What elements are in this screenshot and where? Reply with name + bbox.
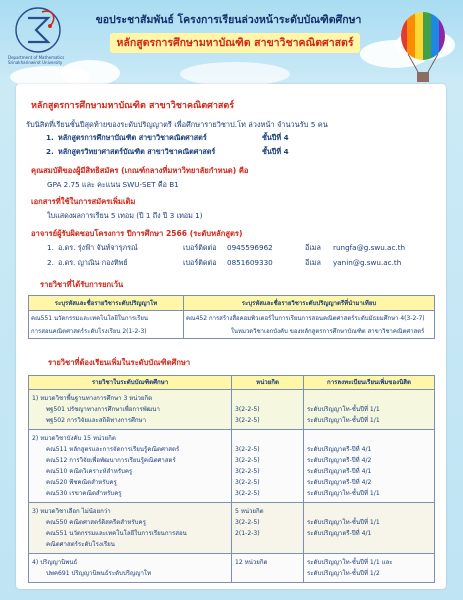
course-cell <box>29 390 232 430</box>
credit-cell <box>232 503 304 554</box>
credit-line: 3(2-2-5) <box>235 457 260 464</box>
registration-line: ระดับปริญญาโท-ชั้นปีที่ 1/1 <box>307 406 380 413</box>
credit-line: 5 หน่วยกิต <box>235 508 264 515</box>
registration-line: ระดับปริญญาโท-ชั้นปีที่ 1/2 <box>307 570 380 577</box>
advisor-email[interactable]: rungfa@g.swu.ac.th <box>333 243 406 252</box>
registration-line: ระดับปริญญาโท-ชั้นปีที่ 1/1 และ <box>307 559 393 566</box>
course-line: คณ512 การวิจัยเพื่อพัฒนาการเรียนรู้คณิตศาสตร์ <box>46 457 176 464</box>
cell-line: คณ551 นวัตกรรมและเทคโนโลยีในการเรียน <box>31 315 149 322</box>
table-row <box>29 430 435 503</box>
course-line: 2) หมวดวิชาบังคับ 15 หน่วยกิต <box>32 435 116 442</box>
course-line: พฐ502 การวิจัยและสถิติทางการศึกษา <box>46 417 146 424</box>
advisor-phone: 0851609330 <box>227 258 273 267</box>
advisor-phone-label: เบอร์ติดต่อ <box>183 243 217 252</box>
advisor-name: อ.ดร. ญาณิน กองทิพย์ <box>58 258 128 267</box>
table-header-cell: ระบุรหัสและชื่อรายวิชาระดับปริญญาตรีที่นำมาเทียบ <box>184 296 435 311</box>
program-item-text: หลักสูตรวิทยาศาสตร์บัณฑิต สาขาวิชาคณิตศาสตร์ <box>58 147 216 156</box>
credit-line: 3(2-2-5) <box>235 446 260 453</box>
registration-line <box>307 433 431 444</box>
extra-courses-table <box>28 375 435 583</box>
course-line: 4) ปริญญานิพนธ์ <box>32 559 78 566</box>
advisor-num: 1. <box>47 243 54 252</box>
registration-line: ระดับปริญญาตรี-ปีที่ 4/2 <box>307 457 372 464</box>
credit-line <box>235 433 300 444</box>
qualification-title: คุณสมบัติของผู้มีสิทธิสมัคร (เกณฑ์กลางที่มหาวิทยาลัยกำหนด) คือ <box>31 166 249 175</box>
table-row <box>29 390 435 430</box>
credit-cell <box>232 554 304 583</box>
course-line: คณ510 คณิตวิเคราะห์สำหรับครู <box>46 468 133 475</box>
credit-cell <box>232 430 304 503</box>
table-row <box>29 311 435 339</box>
course-cell <box>29 554 232 583</box>
advisor-phone: 0945596962 <box>227 243 273 252</box>
exempt-table <box>28 295 435 339</box>
documents-title: เอกสารที่ใช้ในการสมัครเพิ่มเติม <box>31 197 136 206</box>
cell-line: ในหมวดวิชาเอกบังคับ ของหลักสูตรการศึกษาบัณฑิต สาขาวิชาคณิตศาสตร์ <box>231 328 425 335</box>
qualification-text: GPA 2.75 และ คะแนน SWU-SET คือ B1 <box>47 180 179 189</box>
registration-line: ระดับปริญญาตรี-ปีที่ 4/1 <box>307 530 372 537</box>
department-logo-icon <box>12 4 64 56</box>
credit-line: 12 หน่วยกิต <box>235 559 268 566</box>
credit-line: 3(2-2-5) <box>235 490 260 497</box>
credit-line <box>235 539 300 550</box>
advisors-title: อาจารย์ผู้รับผิดชอบโครงการ ปีการศึกษา 2566 (ระดับหลักสูตร) <box>31 229 243 238</box>
cell-line: คณ452 การสร้างสื่อคอมพิวเตอร์ในการเรียนการสอนคณิตศาสตร์ระดับมัธยมศึกษา 4(3-2-7) <box>186 315 425 322</box>
advisor-email-label: อีเมล <box>305 258 321 267</box>
registration-line <box>307 393 431 404</box>
advisor-phone-label: เบอร์ติดต่อ <box>183 258 217 267</box>
credit-line: 3(2-2-5) <box>235 468 260 475</box>
table-row <box>29 503 435 554</box>
extra-title: รายวิชาที่ต้องเรียนเพิ่มในระดับบัณฑิตศึกษา <box>48 358 191 367</box>
registration-cell <box>304 430 435 503</box>
course-line: พฐ501 ปรัชญาทางการศึกษาเพื่อการพัฒนา <box>46 406 160 413</box>
credit-line <box>235 393 300 404</box>
registration-cell <box>304 503 435 554</box>
advisor-name: อ.ดร. รุ่งฟ้า จันท์จารุภรณ์ <box>58 243 138 252</box>
program-intro: รับนิสิตที่เรียนชั้นปีสุดท้ายของระดับปริญญาตรี เพื่อศึกษารายวิชาป.โท ล่วงหน้า จำนวนรับ 5 คน <box>26 120 328 129</box>
program-item-year: ชั้นปีที่ 4 <box>262 133 289 142</box>
course-line: คณ520 พีชคณิตสำหรับครู <box>46 479 117 486</box>
registration-line: ระดับปริญญาตรี-ปีที่ 4/2 <box>307 479 372 486</box>
course-line: ปพค691 ปริญญานิพนธ์ระดับปริญญาโท <box>46 570 152 577</box>
credit-line: 3(2-2-5) <box>235 417 260 424</box>
table-cell <box>29 311 184 339</box>
registration-line <box>307 506 431 517</box>
program-item-year: ชั้นปีที่ 4 <box>262 147 289 156</box>
credit-line <box>235 568 300 579</box>
header-title: ขอประชาสัมพันธ์ โครงการเรียนล่วงหน้าระดับบัณฑิตศึกษา <box>95 14 362 26</box>
logo-caption: Department of Mathematics Srinakharinwirot University <box>8 55 65 65</box>
table-header-cell: ระบุรหัสและชื่อรายวิชาระดับปริญญาโท <box>29 296 184 311</box>
course-line: คณิตศาสตร์ระดับโรงเรียน <box>46 541 115 548</box>
advisor-email-label: อีเมล <box>305 243 321 252</box>
course-cell <box>29 503 232 554</box>
documents-text: ใบแสดงผลการเรียน 5 เทอม (ปี 1 ถึง ปี 3 เทอม 1) <box>47 211 203 220</box>
registration-line: ระดับปริญญาโท-ชั้นปีที่ 1/1 <box>307 490 380 497</box>
table-header-row <box>29 296 435 311</box>
table-header-row <box>29 376 435 390</box>
credit-line: 2(1-2-3) <box>235 530 260 537</box>
table-header-cell: รายวิชาในระดับบัณฑิตศึกษา <box>29 376 232 390</box>
program-item-text: หลักสูตรการศึกษาบัณฑิต สาขาวิชาคณิตศาสตร์ <box>58 133 207 142</box>
program-item-num: 2. <box>46 147 54 156</box>
registration-cell <box>304 390 435 430</box>
credit-line: 3(2-2-5) <box>235 519 260 526</box>
registration-line: ระดับปริญญาโท-ชั้นปีที่ 1/1 <box>307 417 380 424</box>
cell-line: การสอนคณิตศาสตร์ระดับโรงเรียน 2(1-2-3) <box>31 328 147 335</box>
program-title: หลักสูตรการศึกษามหาบัณฑิต สาขาวิชาคณิตศาสตร์ <box>31 101 235 111</box>
registration-line: ระดับปริญญาตรี-ปีที่ 4/1 <box>307 446 372 453</box>
advisor-email[interactable]: yanin@g.swu.ac.th <box>333 258 402 267</box>
table-row <box>29 554 435 583</box>
course-cell <box>29 430 232 503</box>
program-item-num: 1. <box>46 133 54 142</box>
course-line: คณ550 คณิตศาสตร์ดิสครีตสำหรับครู <box>46 519 146 526</box>
cloud <box>180 62 290 86</box>
course-line: คณ551 นวัตกรรมและเทคโนโลยีในการเรียนการสอน <box>46 530 187 537</box>
credit-line: 3(2-2-5) <box>235 406 260 413</box>
table-header-cell: หน่วยกิต <box>232 376 304 390</box>
registration-line: ระดับปริญญาโท-ชั้นปีที่ 1/1 <box>307 519 380 526</box>
credit-cell <box>232 390 304 430</box>
course-line: คณ530 เรขาคณิตสำหรับครู <box>46 490 122 497</box>
header-subtitle: หลักสูตรการศึกษามหาบัณฑิต สาขาวิชาคณิตศาสตร์ <box>110 33 360 53</box>
registration-cell <box>304 554 435 583</box>
exempt-title: รายวิชาที่ได้รับการยกเว้น <box>40 280 124 289</box>
advisor-num: 2. <box>47 258 54 267</box>
credit-line: 3(2-2-5) <box>235 479 260 486</box>
registration-line: ระดับปริญญาตรี-ปีที่ 4/1 <box>307 468 372 475</box>
table-header-cell: การลงทะเบียนเรียนเพิ่มของนิสิต <box>304 376 435 390</box>
course-line: 3) หมวดวิชาเลือก ไม่น้อยกว่า <box>32 508 111 515</box>
course-line: 1) หมวดวิชาพื้นฐานทางการศึกษา 3 หน่วยกิต <box>32 395 153 402</box>
hot-air-balloon-icon <box>398 12 448 86</box>
table-cell <box>184 311 435 339</box>
registration-line <box>307 539 431 550</box>
course-line: คณ511 หลักสูตรและการจัดการเรียนรู้คณิตศาสตร์ <box>46 446 180 453</box>
